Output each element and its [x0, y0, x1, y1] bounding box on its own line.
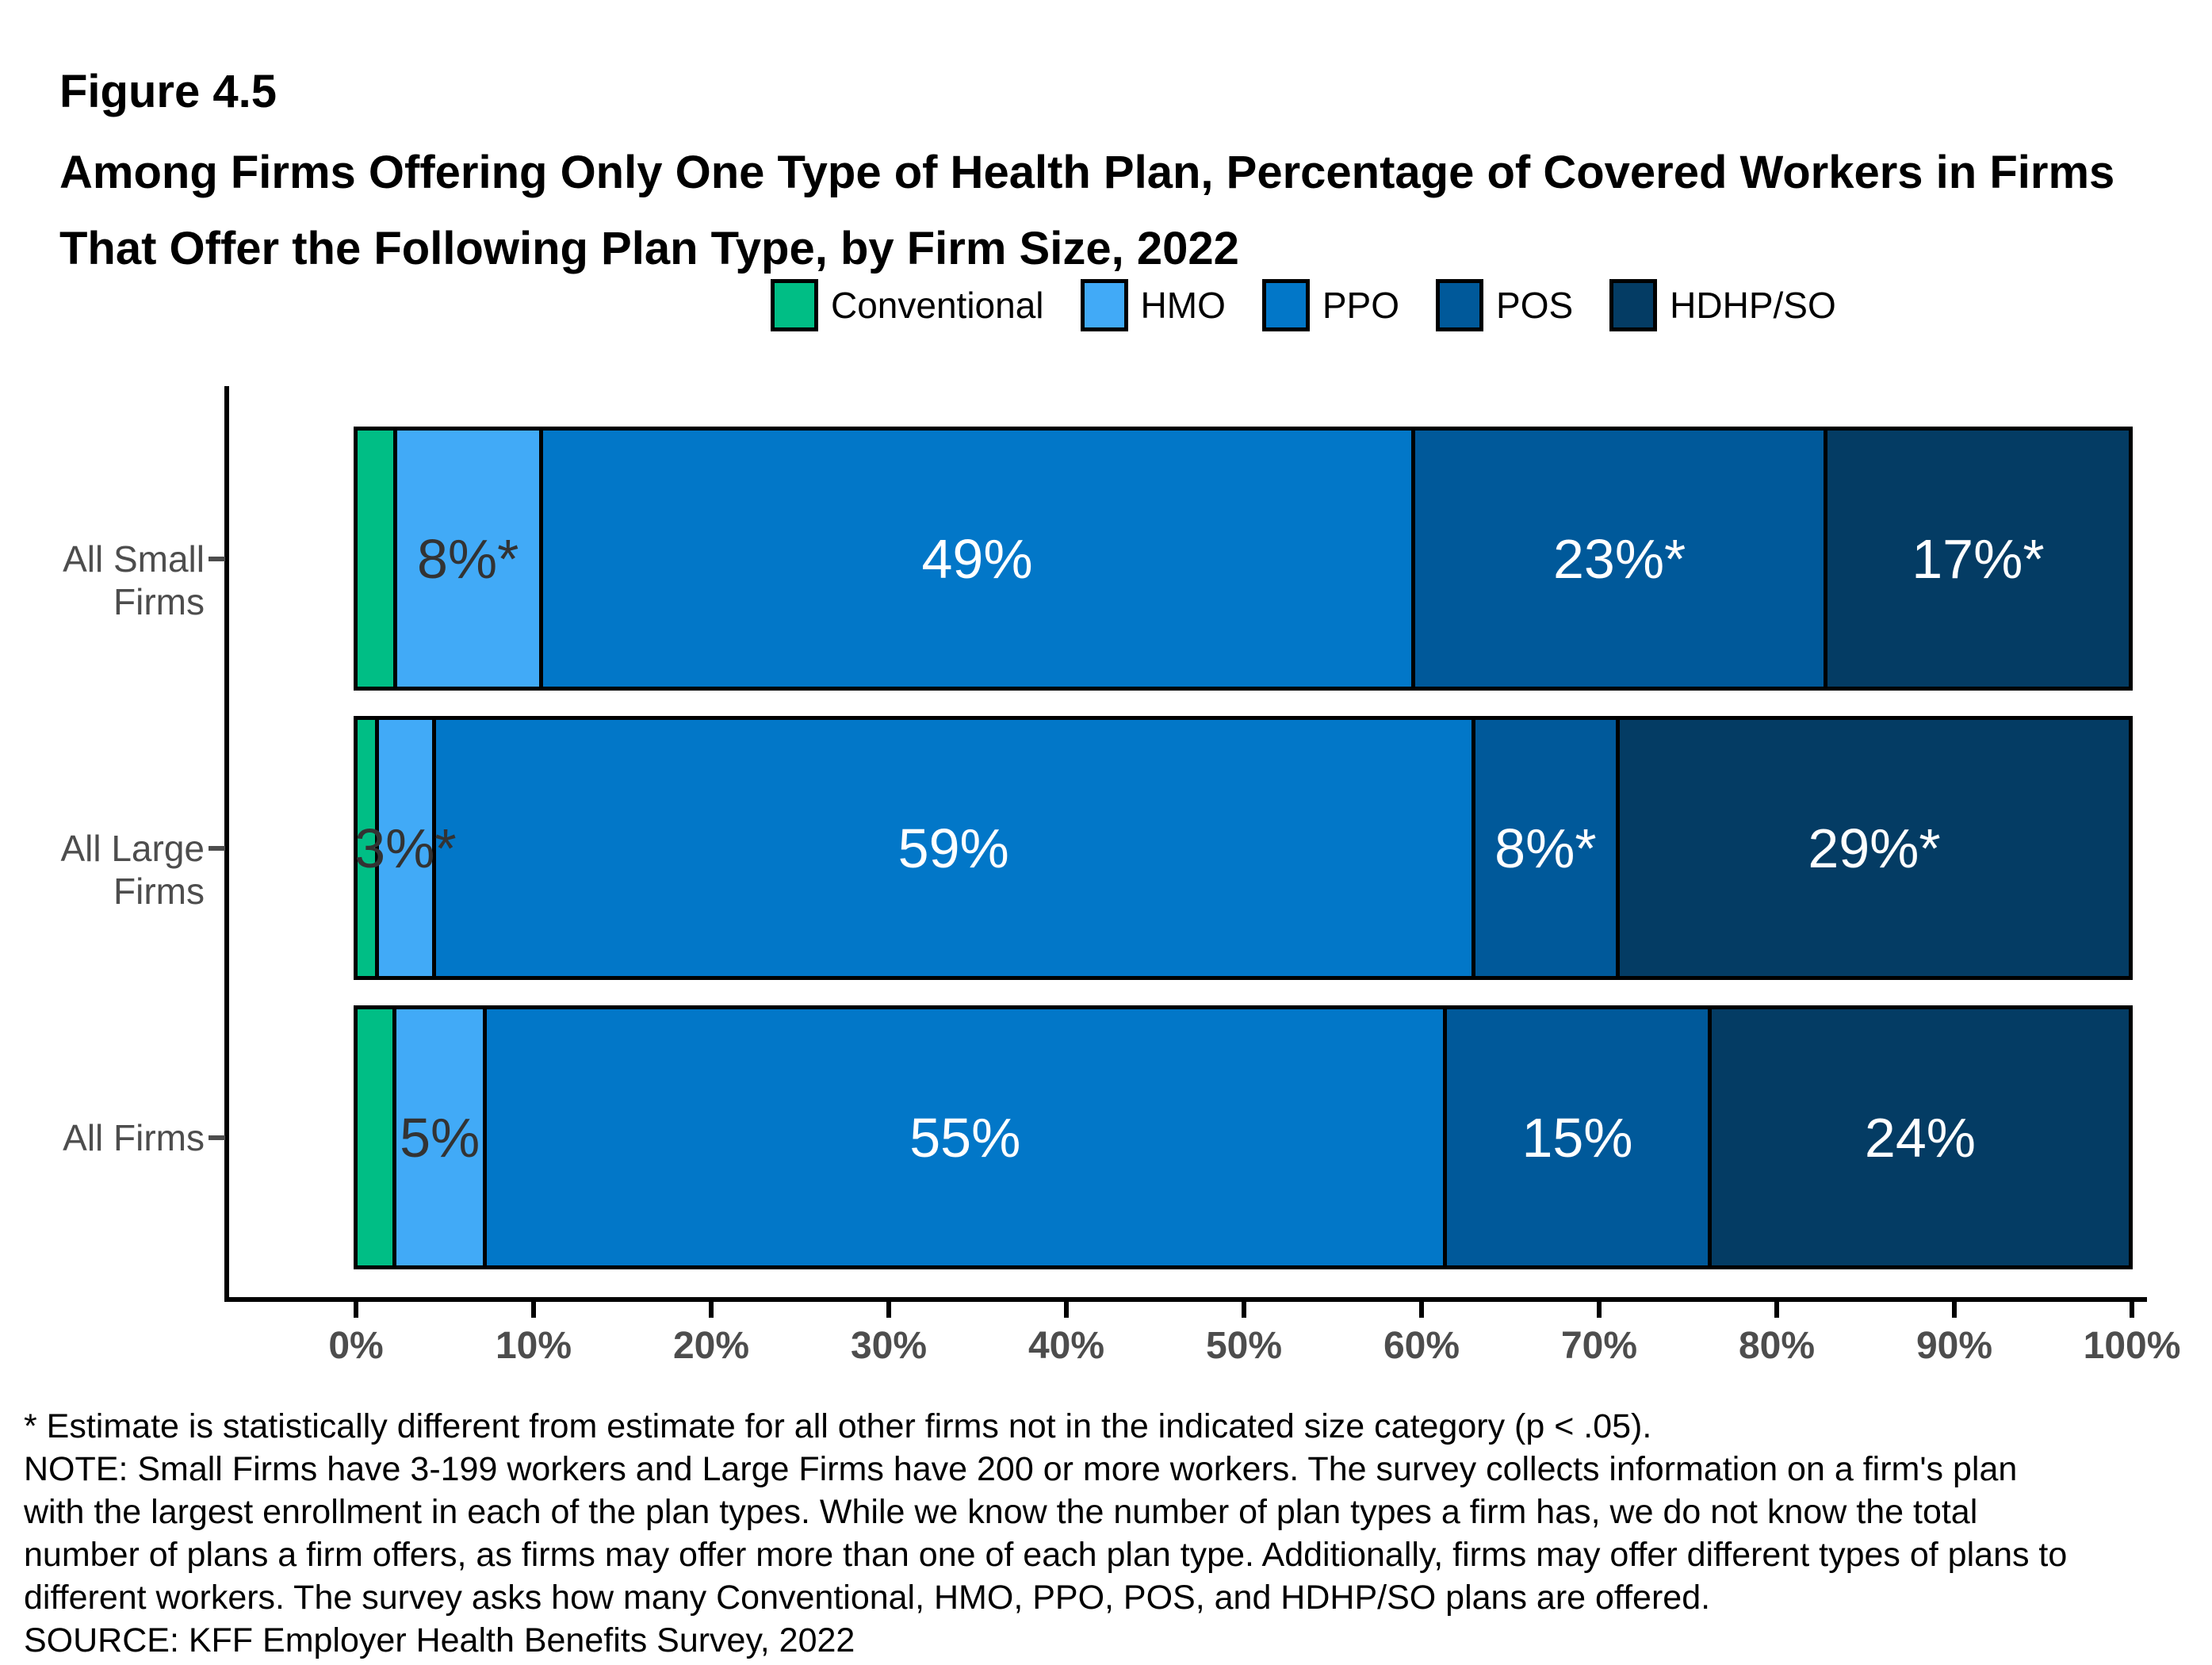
- footnotes: [24, 1405, 2077, 1662]
- legend-item-pos: [1436, 279, 1573, 331]
- segment-conventional: [358, 1009, 392, 1265]
- x-axis-tick: [1242, 1302, 1246, 1318]
- x-axis-tick: [1419, 1302, 1424, 1318]
- x-axis-tick-label: 50%: [1205, 1325, 1283, 1367]
- legend-item-conventional: [771, 279, 1044, 331]
- x-axis-tick-labels: [328, 1324, 2181, 1372]
- y-axis-tick: [209, 846, 225, 851]
- segment-value-label: 29%*: [1808, 817, 1941, 879]
- legend-label: PPO: [1322, 285, 1400, 326]
- segment-value-label: 24%: [1864, 1106, 1976, 1169]
- segment-hmo: [354, 720, 457, 976]
- y-axis-label-all-large-firms: All Large Firms: [60, 827, 205, 912]
- bar-all-large-firms: [354, 716, 2133, 980]
- bar-all-firms: [354, 1005, 2133, 1269]
- x-axis-tick-label: 60%: [1383, 1325, 1460, 1367]
- x-axis-tick-label: 20%: [672, 1325, 750, 1367]
- legend-item-hmo: [1081, 279, 1226, 331]
- segment-value-label: 5%: [400, 1106, 480, 1169]
- segment-value-label: 8%*: [416, 527, 519, 590]
- segment-hmo: [392, 1009, 484, 1265]
- legend-swatch-icon: [1609, 279, 1657, 331]
- x-axis-tick-label: 80%: [1738, 1325, 1816, 1367]
- x-axis-tick: [1064, 1302, 1069, 1318]
- segment-value-label: 3%*: [354, 817, 457, 879]
- x-axis-tick: [709, 1302, 714, 1318]
- x-axis-tick: [1952, 1302, 1957, 1318]
- segment-hdhp-so: [1616, 720, 2129, 976]
- chart-title: [59, 135, 2114, 287]
- y-axis-line: [224, 386, 229, 1302]
- segment-value-label: 15%: [1521, 1106, 1633, 1169]
- x-axis-tick: [354, 1302, 358, 1318]
- legend: [771, 279, 1836, 331]
- legend-label: POS: [1496, 285, 1574, 326]
- segment-hmo: [393, 431, 539, 687]
- segment-pos: [1471, 720, 1616, 976]
- legend-label: Conventional: [831, 285, 1044, 326]
- note-footnote: NOTE: Small Firms have 3-199 workers and Large Firms have 200 or more workers. The survey collects information on a firm's plan with the largest enrollment in each of the plan types. While we know the number of plan types a firm has, we do not know the total number of plans a firm offers, as firms may offer more than one of each plan type. Additionally, firms may offer different types of plans to different workers. The survey asks how many Conventional, HMO, PPO, POS, and HDHP/SO plans are offered.: [24, 1450, 2068, 1617]
- chart-title-line-1: Among Firms Offering Only One Type of Health Plan, Percentage of Covered Workers in Firms: [59, 147, 2115, 198]
- x-axis-tick-label: 0%: [328, 1325, 384, 1367]
- segment-value-label: 8%*: [1494, 817, 1597, 879]
- legend-label: HDHP/SO: [1670, 285, 1836, 326]
- legend-item-hdhp-so: [1609, 279, 1836, 331]
- figure-number: Figure 4.5: [59, 66, 277, 117]
- segment-value-label: 17%*: [1912, 527, 2045, 590]
- segment-value-label: 55%: [909, 1106, 1021, 1169]
- x-axis-tick: [531, 1302, 536, 1318]
- segment-pos: [1411, 431, 1823, 687]
- legend-item-ppo: [1262, 279, 1399, 331]
- source-footnote: SOURCE: KFF Employer Health Benefits Survey, 2022: [24, 1621, 855, 1659]
- x-axis-tick-label: 70%: [1560, 1325, 1638, 1367]
- legend-swatch-icon: [1262, 279, 1310, 331]
- star-footnote: * Estimate is statistically different from estimate for all other firms not in the indicated size category (p < .05).: [24, 1407, 1652, 1445]
- legend-swatch-icon: [771, 279, 818, 331]
- x-axis-tick-label: 40%: [1028, 1325, 1105, 1367]
- segment-ppo: [539, 431, 1412, 687]
- segment-value-label: 59%: [897, 817, 1009, 879]
- y-axis-label-all-small-firms: All Small Firms: [63, 538, 205, 622]
- x-axis-tick-label: 90%: [1915, 1325, 1993, 1367]
- chart-title-line-2: That Offer the Following Plan Type, by Firm Size, 2022: [59, 223, 1239, 274]
- x-axis-tick-label: 10%: [495, 1325, 572, 1367]
- y-axis-tick: [209, 1135, 225, 1140]
- legend-label: HMO: [1140, 285, 1226, 326]
- legend-swatch-icon: [1081, 279, 1128, 331]
- legend-swatch-icon: [1436, 279, 1483, 331]
- segment-hdhp-so: [1824, 431, 2129, 687]
- y-axis-tick: [209, 557, 225, 561]
- x-axis-ticks: [356, 1302, 2132, 1318]
- bar-all-small-firms: [354, 427, 2133, 691]
- x-axis-tick-label: 100%: [2083, 1325, 2181, 1367]
- segment-value-label: 23%*: [1552, 527, 1686, 590]
- x-axis-tick-label: 30%: [850, 1325, 928, 1367]
- y-axis-label-all-firms: All Firms: [63, 1116, 205, 1158]
- segment-conventional: [358, 431, 393, 687]
- segment-pos: [1443, 1009, 1708, 1265]
- x-axis-tick: [1597, 1302, 1602, 1318]
- x-axis-tick: [886, 1302, 891, 1318]
- segment-hdhp-so: [1708, 1009, 2129, 1265]
- segment-ppo: [483, 1009, 1443, 1265]
- segment-value-label: 49%: [921, 527, 1033, 590]
- x-axis-tick: [1774, 1302, 1779, 1318]
- segment-ppo: [432, 720, 1471, 976]
- x-axis-tick: [2130, 1302, 2134, 1318]
